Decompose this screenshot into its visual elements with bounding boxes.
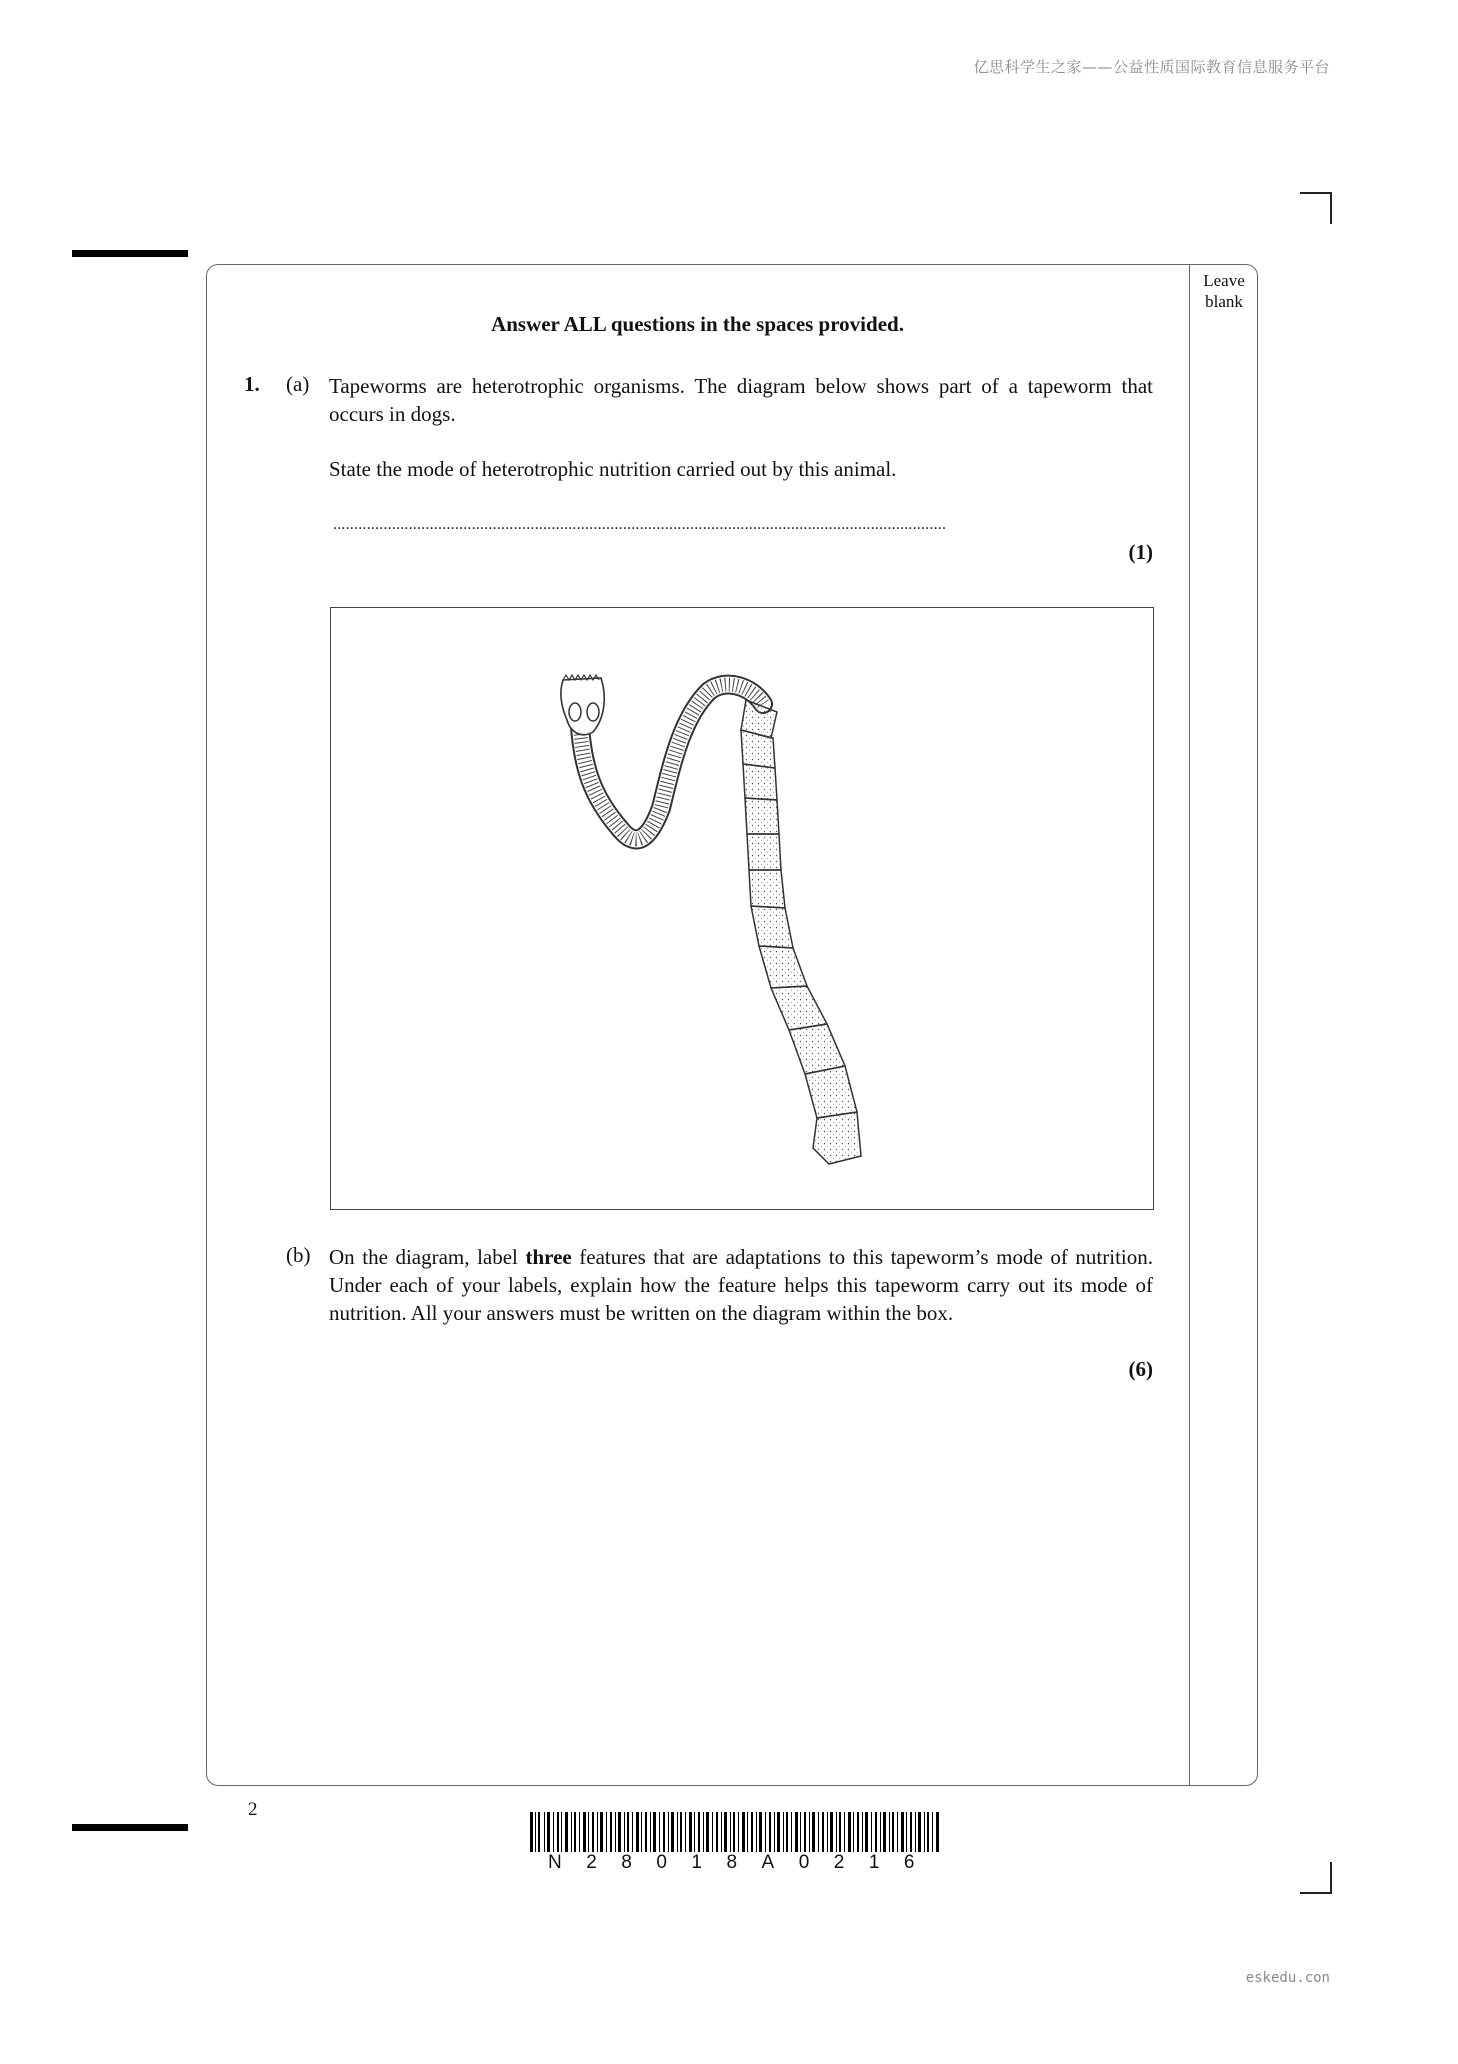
part-b-label: (b) xyxy=(286,1243,311,1267)
registration-bar-bottom xyxy=(72,1824,188,1831)
header-watermark: 亿思科学生之家——公益性质国际教育信息服务平台 xyxy=(973,58,1330,76)
part-b-marks: (6) xyxy=(1128,1357,1153,1381)
part-a-instruction: State the mode of heterotrophic nutrition carried out by this animal. xyxy=(329,457,897,481)
tapeworm-illustration xyxy=(331,608,1152,1208)
question-number: 1. xyxy=(244,372,260,396)
diagram-box[interactable] xyxy=(330,607,1154,1210)
part-b-text-before: On the diagram, label xyxy=(329,1245,526,1269)
part-b-text-after: features that are adaptations to this tapeworm’s mode of nutrition. Under each of your labels, explain how the feature helps this tapeworm carry out its mode of nutrition. All your answers must be written on the diagram within the box. xyxy=(329,1245,1153,1325)
crop-mark-bottom-right xyxy=(1300,1862,1332,1894)
part-a-text: Tapeworms are heterotrophic organisms. The diagram below shows part of a tapeworm that occurs in dogs. xyxy=(329,374,1153,426)
part-b-text xyxy=(329,1243,1153,1327)
registration-bar-top xyxy=(72,250,188,257)
instructions-heading: Answer ALL questions in the spaces provided. xyxy=(491,312,904,336)
answer-line[interactable]: .................................................................................................................................................. xyxy=(333,516,947,530)
part-b-emphasis: three xyxy=(525,1245,572,1269)
footer-watermark: eskedu.con xyxy=(1245,1970,1330,1986)
barcode xyxy=(530,1812,950,1852)
page-number: 2 xyxy=(248,1799,258,1820)
crop-mark-top-right xyxy=(1300,192,1332,224)
margin-divider xyxy=(1189,264,1190,1786)
part-a-label: (a) xyxy=(286,372,310,396)
barcode-number: N28018A0216 xyxy=(548,1852,939,1873)
leave-blank-label: Leave blank xyxy=(1203,271,1245,311)
part-a-marks: (1) xyxy=(1128,540,1153,564)
